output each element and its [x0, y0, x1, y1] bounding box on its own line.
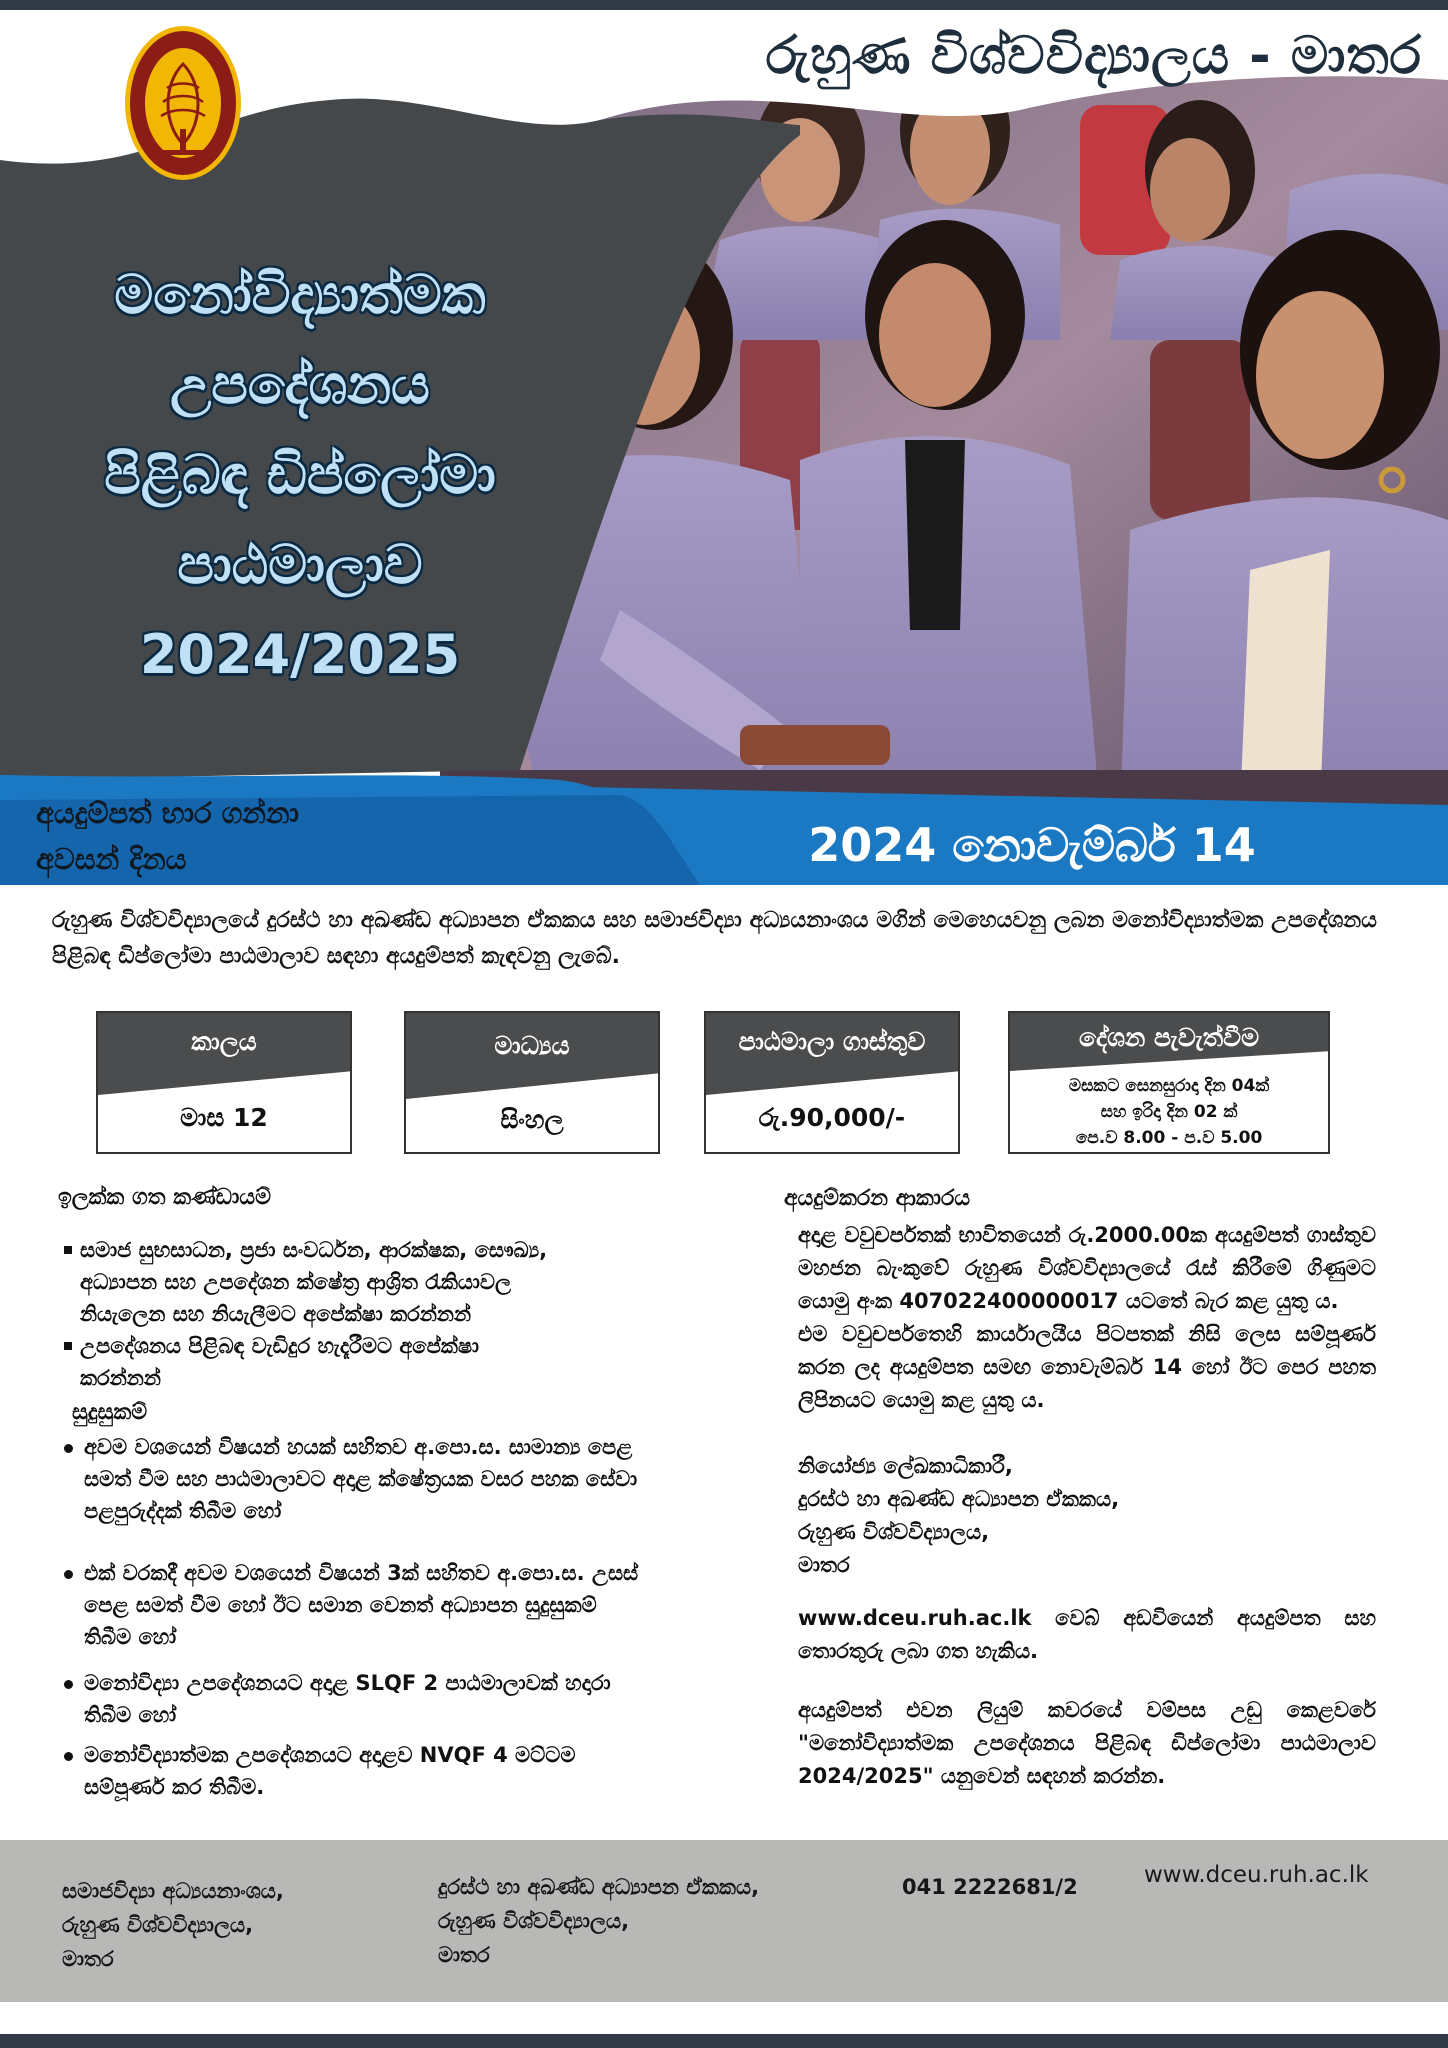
closing-date-label — [36, 790, 299, 882]
closing-label-line: අයදුම්පත් භාර ගන්නා — [36, 796, 300, 830]
duration-box — [96, 1011, 352, 1154]
application-heading: අයදුම්කරන ආකාරය — [784, 1186, 971, 1211]
list-item-line: උපදේශනය පිළිබඳ වැඩිදුර හැදෑරීමට අපේක්ෂා — [80, 1334, 479, 1358]
medium-box — [404, 1011, 660, 1154]
footer-department — [62, 1874, 284, 1976]
footer-line: දුරස්ථ හා අඛණ්ඩ අධ්‍යාපන ඒකකය, — [438, 1875, 760, 1899]
lectures-line: සහ ඉරිදා දින 02 ක් — [1100, 1102, 1238, 1122]
address-line: රුහුණ විශ්වවිද්‍යාලය, — [798, 1520, 990, 1544]
medium-label: මාධ්‍යය — [494, 1031, 570, 1060]
footer-line: සමාජවිද්‍යා අධ්‍යයනාංශය, — [62, 1879, 284, 1903]
closing-date: 2024 නොවැම්බර් 14 — [808, 818, 1256, 872]
closing-label-line: අවසන් දිනය — [36, 842, 187, 876]
course-title-line: මනෝවිද්‍යාත්මක — [114, 263, 486, 326]
fee-label: පාඨමාලා ගාස්තුව — [738, 1027, 926, 1056]
lectures-line: මසකට සෙනසුරාදා දින 04ක් — [1068, 1076, 1270, 1096]
lectures-box — [1008, 1011, 1330, 1154]
target-groups-heading: ඉලක්ක ගත කණ්ඩායම් — [58, 1185, 271, 1210]
envelope-note: අයදුම්පත් එවන ලියුම් කවරයේ වම්පස උඩු කෙළවරේ "මනෝවිද්‍යාත්මක උපදේශනය පිළිබඳ ඩිප්ලෝමා පාඨමාලාව 2024/2025" යනුවෙන් සඳහන් කරන්න. — [798, 1698, 1376, 1788]
list-item — [58, 1234, 758, 1330]
fee-box — [704, 1011, 960, 1154]
list-item-line: අවම වශයෙන් විෂයන් හයක් සහිතව අ.පො.ස. සාමාන්‍ය පෙළ — [84, 1435, 633, 1459]
top-border — [0, 0, 1448, 10]
list-item — [58, 1557, 758, 1653]
course-year: 2024/2025 — [139, 623, 461, 686]
course-title-line: උපදේශනය — [170, 353, 430, 416]
list-item-line: නියැලෙන සහ නියැලීමට අපේක්ෂා කරන්නන් — [80, 1302, 472, 1326]
bottom-border — [0, 2034, 1448, 2048]
footer-line: රුහුණ විශ්වවිද්‍යාලය, — [438, 1909, 630, 1933]
list-item-line: එක් වරකදී අවම වශයෙන් විෂයන් 3ක් සහිතව අ.පො.ස. උසස් — [84, 1561, 639, 1585]
medium-value: සිංහල — [500, 1105, 564, 1134]
lectures-line: පෙ.ව 8.00 - ප.ව 5.00 — [1075, 1128, 1263, 1148]
address-line: දුරස්ථ හා අඛණ්ඩ අධ්‍යාපන ඒකකය, — [798, 1487, 1120, 1511]
list-item — [58, 1330, 758, 1394]
lectures-schedule — [1010, 1073, 1328, 1151]
list-item-line: මනෝවිද්‍යා උපදේශනයට අදාළ SLQF 2 පාඨමාලාවක් හදාරා — [84, 1671, 611, 1695]
website-note: www.dceu.ruh.ac.lk වෙබ් අඩවියෙන් අයදුම්පත සහ තොරතුරු ලබා ගත හැකිය. — [798, 1606, 1376, 1663]
footer-line: රුහුණ විශ්වවිද්‍යාලය, — [62, 1913, 254, 1937]
address-line: මාතර — [798, 1553, 850, 1577]
list-item — [58, 1431, 758, 1527]
university-logo — [123, 24, 243, 182]
qualifications-heading: සුදුසුකම් — [72, 1400, 148, 1425]
fee-value: රු.90,000/- — [758, 1103, 906, 1132]
list-item-line: පළපුරුද්දක් තිබීම හෝ — [84, 1499, 282, 1523]
course-title-line: පාඨමාලාව — [177, 533, 423, 596]
duration-label: කාලය — [191, 1027, 257, 1056]
duration-value: මාස 12 — [180, 1103, 268, 1132]
footer-line: මාතර — [438, 1943, 490, 1967]
lectures-label: දේශන පැවැත්වීම — [1078, 1023, 1260, 1052]
list-item-line: සමාජ සුභසාධන, ප්‍රජා සංවර්ධන, ආරක්ෂක, සෞඛ්‍ය, — [80, 1238, 548, 1262]
course-title-line: පිළිබඳ ඩිප්ලෝමා — [104, 443, 496, 506]
list-item-line: සමත් වීම සහ පාඨමාලාවට අදාළ ක්ෂේත්‍රයක වසර පහක සේවා — [84, 1467, 638, 1491]
list-item-line: තිබීම හෝ — [84, 1703, 177, 1727]
list-item — [58, 1739, 758, 1803]
list-item-line: තිබීම හෝ — [84, 1625, 177, 1649]
application-instructions: අදාළ වවුචර්පතක් භාවිතයෙන් රු.2000.00ක අයදුම්පත් ගාස්තුව මහජන බැංකුවේ රුහුණ විශ්වවිද්‍යාලයේ රැස් කිරීමේ ගිණුමට යොමු අංක 407022400000017 යටතේ බැර කළ යුතු ය. — [798, 1223, 1376, 1313]
course-title — [20, 250, 580, 700]
list-item-line: සම්පූර්ණ කර තිබීම. — [84, 1775, 265, 1799]
footer-website[interactable]: www.dceu.ruh.ac.lk — [1144, 1862, 1369, 1888]
list-item-line: මනෝවිද්‍යාත්මක උපදේශනයට අදාළව NVQF 4 මට්ටම — [84, 1743, 576, 1767]
footer-line: මාතර — [62, 1947, 114, 1971]
application-column — [784, 1186, 1376, 1793]
footer — [0, 1840, 1448, 2002]
application-submission: එම වවුචර්පතෙහි කාර්යාලයීය පිටපතක් නිසි ලෙස සම්පූර්ණ කරන ලද අයදුම්පත සමඟ නොවැම්බර් 14 හෝ ඊට පෙර පහත ලිපිනයට යොමු කළ යුතු ය. — [798, 1322, 1376, 1412]
list-item-line: කරන්නන් — [80, 1366, 161, 1390]
footer-phone: 041 2222681/2 — [902, 1875, 1078, 1899]
list-item-line: පෙළ සමත් වීම හෝ ඊට සමාන වෙනත් අධ්‍යාපන සුදුසුකම් — [84, 1593, 597, 1617]
address-line: නියෝජ්‍ය ලේඛකාධිකාරී, — [798, 1454, 1013, 1478]
eligibility-column — [58, 1185, 758, 1803]
footer-unit — [438, 1870, 759, 1972]
hero-section — [0, 10, 1448, 885]
list-item — [58, 1667, 758, 1731]
list-item-line: අධ්‍යාපන සහ උපදේශන ක්ෂේත්‍ර ආශ්‍රිත රැකියාවල — [80, 1270, 511, 1294]
intro-paragraph: රුහුණ විශ්වවිද්‍යාලයේ දුරස්ථ හා අඛණ්ඩ අධ්‍යාපන ඒකකය සහ සමාජවිද්‍යා අධ්‍යයනාංශය මගින් මෙහෙයවනු ලබන මනෝවිද්‍යාත්මක උපදේශනය පිළිබඳ ඩිප්ලෝමා පාඨමාලාව සඳහා අයදුම්පත් කැඳවනු ලැබේ. — [52, 908, 1377, 969]
university-title: රුහුණ විශ්වවිද්‍යාලය - මාතර — [765, 26, 1422, 86]
